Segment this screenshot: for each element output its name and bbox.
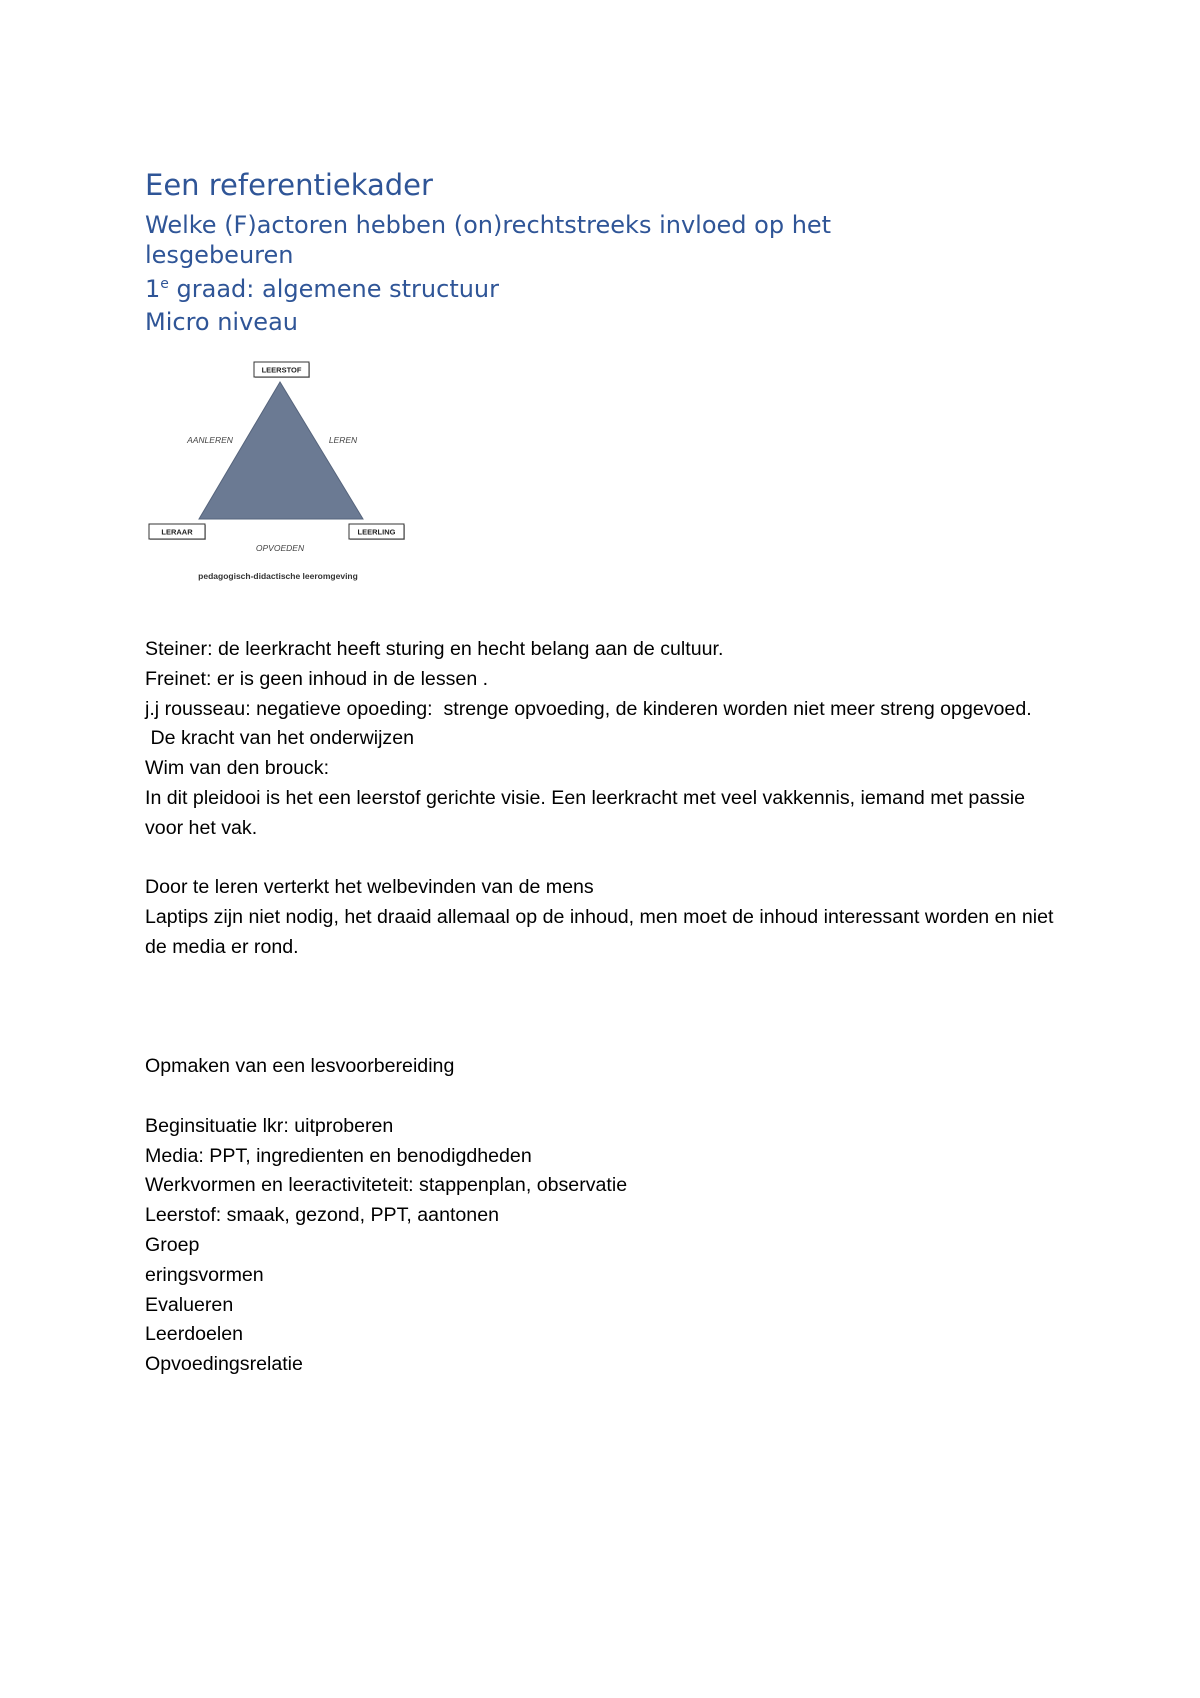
- diagram-caption: pedagogisch-didactische leeromgeving: [198, 571, 358, 581]
- paragraph-freinet: Freinet: er is geen inhoud in de lessen .: [145, 667, 489, 690]
- list-item: Leerstof: smaak, gezond, PPT, aantonen: [145, 1204, 499, 1227]
- list-item: Beginsituatie lkr: uitproberen: [145, 1114, 394, 1137]
- list-item: Werkvormen en leeractiviteteit: stappenplan, observatie: [145, 1174, 628, 1197]
- list-item: eringsvormen: [145, 1263, 264, 1286]
- node-left-label: LERAAR: [161, 527, 193, 537]
- document-subtitle: Welke (F)actoren hebben (on)rechtstreeks invloed op het lesgebeuren: [145, 211, 832, 269]
- edge-right-label: LEREN: [328, 435, 358, 445]
- list-item: Groep: [145, 1233, 200, 1256]
- paragraph-welbevinden: Door te leren verterkt het welbevinden van de mens: [145, 876, 594, 899]
- paragraph-steiner: Steiner: de leerkracht heeft sturing en hecht belang aan de cultuur.: [145, 638, 724, 660]
- grade-number: 1: [145, 275, 161, 303]
- node-top-label: LEERSTOF: [261, 365, 302, 375]
- didactic-triangle-diagram: [140, 355, 420, 590]
- document-title: Een referentiekader: [145, 168, 433, 202]
- edge-bottom-label: OPVOEDEN: [255, 543, 305, 553]
- node-left: [149, 524, 206, 540]
- grade-heading: [145, 274, 499, 304]
- document-body: [145, 635, 1057, 1380]
- grade-text: graad: algemene structuur: [168, 275, 500, 303]
- node-top: [254, 362, 310, 378]
- paragraph-pleidooi: In dit pleidooi is het een leerstof gerichte visie. Een leerkracht met veel vakkennis, iemand met passie voor het vak.: [145, 786, 1031, 839]
- paragraph-kracht: De kracht van het onderwijzen: [145, 727, 415, 750]
- list-item: Opvoedingsrelatie: [145, 1353, 303, 1376]
- triangle-shape: [199, 382, 363, 519]
- paragraph-rousseau: j.j rousseau: negatieve opoeding: strenge opvoeding, de kinderen worden niet meer streng opgevoed.: [145, 697, 1032, 720]
- list-item: Evalueren: [145, 1293, 234, 1316]
- section-heading-lesvoorbereiding: Opmaken van een lesvoorbereiding: [145, 1055, 455, 1078]
- node-right-label: LEERLING: [357, 527, 396, 537]
- list-item: Leerdoelen: [145, 1323, 244, 1346]
- paragraph-laptops: Laptips zijn niet nodig, het draaid allemaal op de inhoud, men moet de inhoud interessant worden en niet de media er rond.: [145, 906, 1059, 958]
- node-right: [349, 524, 405, 540]
- edge-left-label: AANLEREN: [187, 435, 233, 445]
- list-item: Media: PPT, ingredienten en benodigdheden: [145, 1144, 532, 1167]
- paragraph-author: Wim van den brouck:: [145, 757, 330, 780]
- level-heading: Micro niveau: [145, 308, 298, 336]
- grade-superscript: e: [160, 276, 169, 292]
